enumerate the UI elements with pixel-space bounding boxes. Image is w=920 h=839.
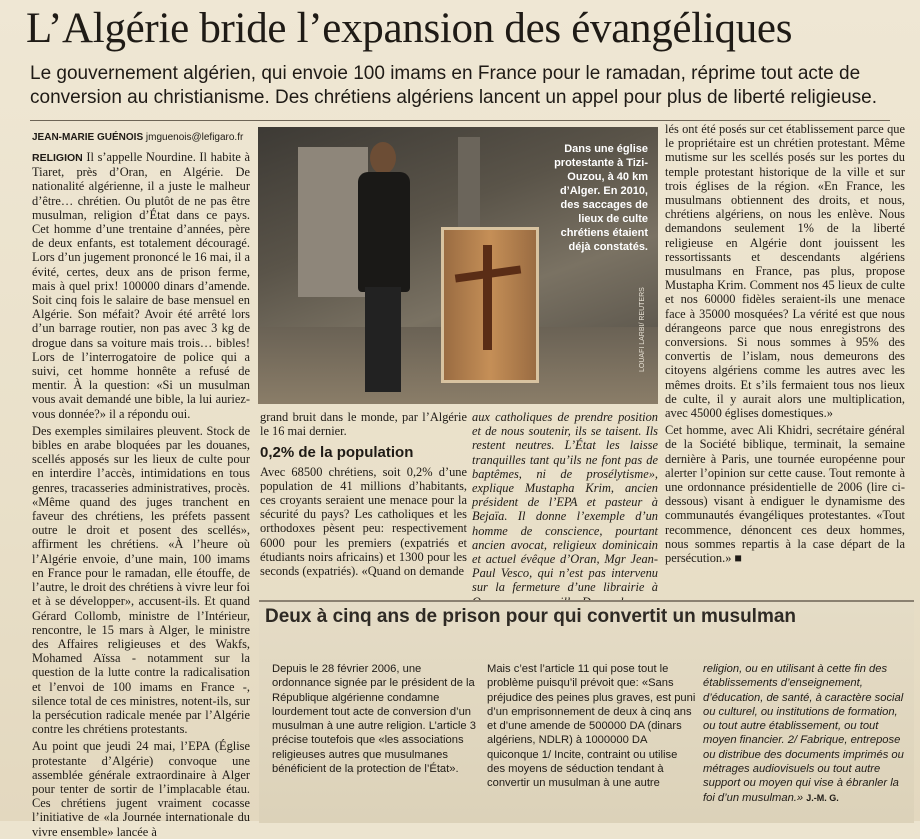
photo-person xyxy=(353,142,413,397)
article-column-4 xyxy=(665,122,905,572)
paragraph: Au point que jeudi 24 mai, l’EPA (Église protestante d’Algérie) convoque une assemblée générale extraordinaire à Alger pour tenter de sortir de l’implacable étau. Ces chrétiens jugent vraiment cocasse l’initiative de «la Journée internationale du vivre ensemble» lancée à xyxy=(32,739,250,839)
sidebar-box-column-3 xyxy=(703,662,908,812)
sidebar-box-text: religion, ou en utilisant à cette fin des établissements d’enseignement, d’éducation, de santé, à caractère social ou culturel, ou institutions de formation, ou tout autre établissement, ou tout moyen financier. 2/ Fabrique, entrepose ou distribue des documents imprimés ou métrages audiovisuels ou tout autre support ou moyen qui vise à ébranler la foi d’un musulman.» xyxy=(703,663,904,804)
paragraph: aux catholiques de prendre position et de nous soutenir, ils se taisent. Ils restent neutres. L’État les laisse tranquilles tant qu’ils ne font pas de baptêmes, ni de prosélytisme», explique Mustapha Krim, ancien président de l’EPA et pasteur à Bejaïa. Il donne l’exemple d’un homme de conscience, pourtant ancien avocat, religieux dominicain et actuel évêque d’Oran, Mgr Jean-Paul Vesco, qui n’est pas intervenu sur la fermeture d’une librairie à xyxy=(472,410,658,595)
author-name: JEAN-MARIE GUÉNOIS xyxy=(32,132,144,143)
paragraph: Cet homme, avec Ali Khidri, secrétaire général de la Société biblique, terminait, la semaine dernière à Paris, une tournée européenne pour alerter l’opinion sur cette cause. Tout remonte à une ordonnance présidentielle de 2006 (lire ci-dessous) visant à endiguer le dynamisme des communautés évangéliques protestantes. «Tout recommence, dénoncent ces deux hommes, nous sommes repartis à la case départ de la persécution.» ■ xyxy=(665,423,905,566)
photo-credit: LOUAFI LARBI/ REUTERS xyxy=(639,287,646,372)
divider xyxy=(30,120,890,121)
headline: L’Algérie bride l’expansion des évangéliques xyxy=(26,5,793,52)
person-body xyxy=(358,172,410,292)
photo-caption: Dans une église protestante à Tizi-Ouzou, à 40 km d’Alger. En 2010, des saccages de lieux de culte chrétiens étaient déjà constatés. xyxy=(554,143,648,253)
standfirst: Le gouvernement algérien, qui envoie 100 imams en France pour le ramadan, réprime tout acte de conversion au christianisme. Des chrétiens algériens lancent un appel pour plus de liberté religieuse. xyxy=(30,63,878,108)
cross-icon xyxy=(483,245,492,350)
paragraph: lés ont été posés sur cet établissement parce que le propriétaire est un chrétien protestant. Même mutisme sur les scellés posés sur les portes du temple protestant historique de la ville et sur trois églises de la région. «En France, les musulmans obtiennent des droits, et nous, chrétiens algériens, on nous les enlève. Nous demandons seulement 1% de la liberté religieuse en Algérie dont jouissent les ressortissants et descendants algériens musulmans en France, pas plus, propose Mustapha Krim. Comment nos 45 lieux de culte et nos 60000 fidèles seraient-ils une menace face à 35000 mosquées? La vérité est que nous dérangeons parce que nous enregistrons des conversions. Si nous sommes à 95% des convertis de l’islam, nous demeurons des citoyens algériens comme les autres avec les mêmes droits. Et s’ils fermaient tous nos lieux de culte, il y aurait alors une multiplication, avec 45000 églises domestiques.» xyxy=(665,122,905,421)
sidebar-box-column-2: Mais c’est l’article 11 qui pose tout le problème puisqu’il prévoit que: «Sans préjudice des peines plus graves, est puni d’un emprisonnement de deux à cinq ans et d’une amende de 500000 DA (dinars algériens, NDLR) à 1000000 DA quiconque 1/ Incite, contraint ou utilise des moyens de séduction tendant à convertir un musulman à une autre xyxy=(487,663,696,790)
subheading: 0,2% de la population xyxy=(260,444,414,462)
article-column-3 xyxy=(472,410,658,595)
article-column-2 xyxy=(260,410,467,580)
sidebar-box-title: Deux à cinq ans de prison pour qui convertit un musulman xyxy=(265,606,797,627)
person-head xyxy=(370,142,396,174)
section-keyword: RELIGION xyxy=(32,152,83,164)
article-column-1 xyxy=(32,150,250,839)
sidebar-box-column-1: Depuis le 28 février 2006, une ordonnance signée par le président de la République algérienne condamne lourdement tout acte de conversion d’un musulman à une autre religion. L’article 3 précise toutefois que «les associations religieuses autres que musulmanes bénéficient de la protection de l’État». xyxy=(272,663,476,776)
paragraph: grand bruit dans le monde, par l’Algérie le 16 mai dernier. xyxy=(260,410,467,439)
author-email[interactable]: jmguenois@lefigaro.fr xyxy=(145,132,244,143)
paragraph xyxy=(32,150,250,421)
paragraph-text: Il s’appelle Nourdine. Il habite à Tiaret, près d’Oran, en Algérie. De nationalité algérienne, il a juste le malheur d’être… chrétien. Ou plutôt de ne pas être musulman, religion d’État dans ce pays. Cet homme d’une trentaine d’années, père de deux enfants, est totalement découragé. Lors d’un jugement prononcé le 16 mai, il a évité, certes, deux ans de prison ferme, mais à quel prix! 100000 dinars d’amende. Soit cinq fois le salaire de base mensuel en Algérie. Son méfait? Avoir été arrêté lors d’un barrage routier, non pas avec 3 kg de drogue dans sa voiture mais trois… bibles! Lors de l’interrogatoire de police qui a suivi, cet homme honnête a refusé de mentir. À la question: «Si un musulman vous avait demandé une bible, la lui auriez-vous donnée?» il a répondu oui. xyxy=(32,150,250,421)
paragraph: Avec 68500 chrétiens, soit 0,2% d’une population de 41 millions d’habitants, ces croyants seraient une menace pour la sécurité du pays? Les catholiques et les orthodoxes pèsent peu: respectivement 6000 pour les premiers (expatriés et étudiants noirs africains) et 1300 pour les seconds (expatriés). «Quand on demande xyxy=(260,464,467,579)
signature: J.-M. G. xyxy=(806,792,839,803)
person-legs xyxy=(365,287,401,392)
paragraph: Des exemples similaires pleuvent. Stock de bibles en arabe bloquées par les douanes, scellés apposés sur les lieux de culte pour en interdire l’accès, intimidations en tous genres, tracasseries administratives, procès. «Même quand des juges tranchent en faveur des chrétiens, les préfets passent outre le droit et posent des scellés», affirment les chrétiens. «À l’heure où l’Algérie envoie, d’une main, 100 imams en France pour le ramadan, elle étouffe, de l’autre, le droit des chrétiens à vivre leur foi et à se développer», accusent-ils. Et quand Gérard Collomb, ministre de l’Intérieur, rencontre, le 15 mars à Alger, le ministre des Affaires religieuses et des Wakfs, Mohamed Aïssa - notamment sur la question de la lutte contre la radicalisation et l’envoi de 100 imams en France -, silence total de ces ministres, notent-ils, sur la persécution radicale menée par l’Algérie contre les chrétiens protestants. xyxy=(32,423,250,737)
article-photo xyxy=(258,127,658,404)
byline xyxy=(32,132,257,143)
